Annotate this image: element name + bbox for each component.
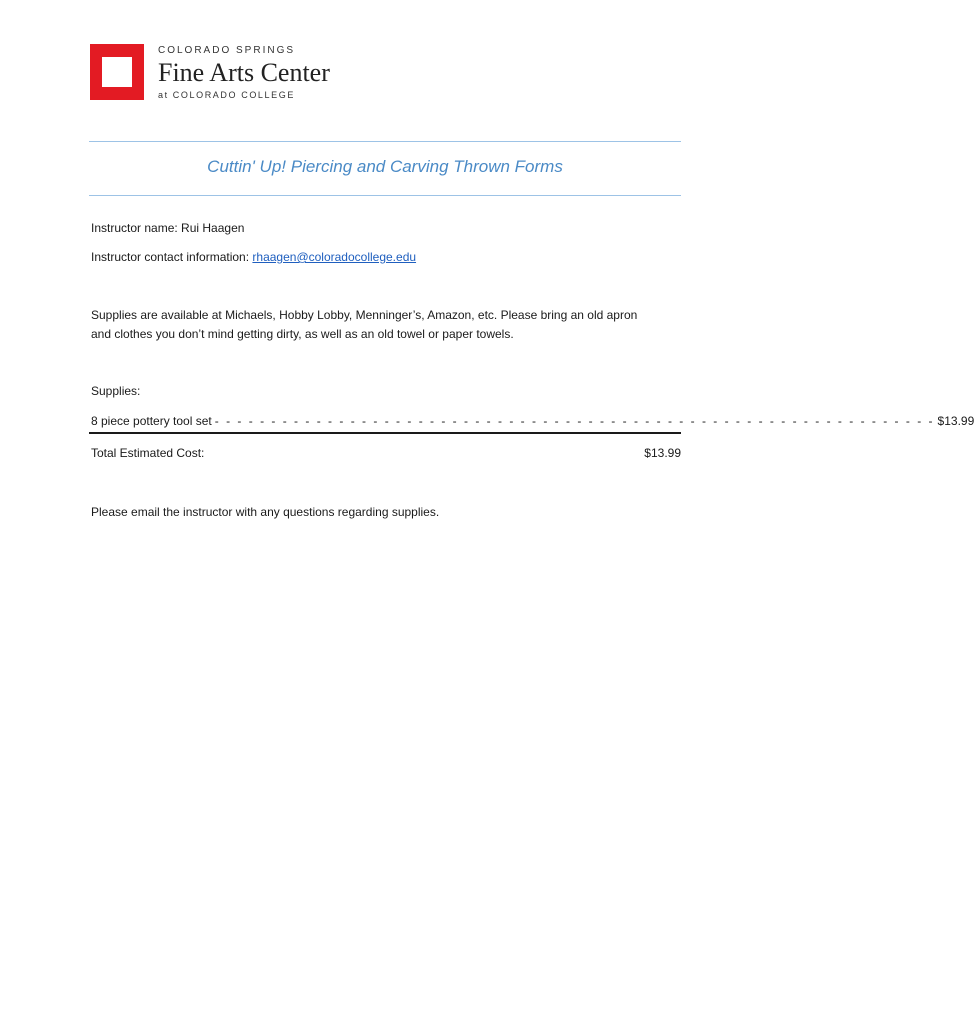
supplies-note-line-1: Supplies are available at Michaels, Hobby Lobby, Menninger’s, Amazon, etc. Please bring an old apron — [91, 308, 638, 322]
supplies-heading: Supplies: — [91, 384, 141, 398]
total-label: Total Estimated Cost: — [91, 446, 205, 460]
total-divider — [89, 432, 681, 434]
fine-arts-center-logo — [90, 44, 330, 104]
instructor-email-link[interactable]: rhaagen@coloradocollege.edu — [252, 250, 417, 264]
total-row — [91, 444, 681, 462]
total-value: $13.99 — [644, 446, 681, 460]
logo-red-square-icon — [90, 44, 144, 100]
logo-main-text: Fine Arts Center — [158, 58, 330, 87]
closing-note: Please email the instructor with any questions regarding supplies. — [91, 505, 440, 519]
supply-item-leader: - - - - - - - - - - - - - - - - - - - - - - - - - - - - - - - - - - - - - - - - - - - - - - - - - - - - - - - - - - - - - - - - — [214, 414, 935, 428]
supply-item-name: 8 piece pottery tool set — [91, 414, 212, 428]
logo-bottom-text: at COLORADO COLLEGE — [158, 90, 295, 100]
title-top-divider — [89, 141, 681, 142]
supply-item-price: $13.99 — [937, 414, 974, 428]
document-title: Cuttin' Up! Piercing and Carving Thrown Forms — [207, 157, 563, 176]
instructor-name: Instructor name: Rui Haagen — [91, 221, 245, 235]
logo-wordmark — [158, 44, 330, 101]
logo-top-text: COLORADO SPRINGS — [158, 45, 296, 56]
supplies-note-line-2: and clothes you don’t mind getting dirty, as well as an old towel or paper towels. — [91, 327, 514, 341]
title-bottom-divider — [89, 195, 681, 196]
supply-item-row — [91, 412, 974, 430]
supplies-note — [91, 306, 681, 344]
instructor-contact — [91, 248, 416, 266]
contact-label: Instructor contact information: — [91, 250, 253, 264]
